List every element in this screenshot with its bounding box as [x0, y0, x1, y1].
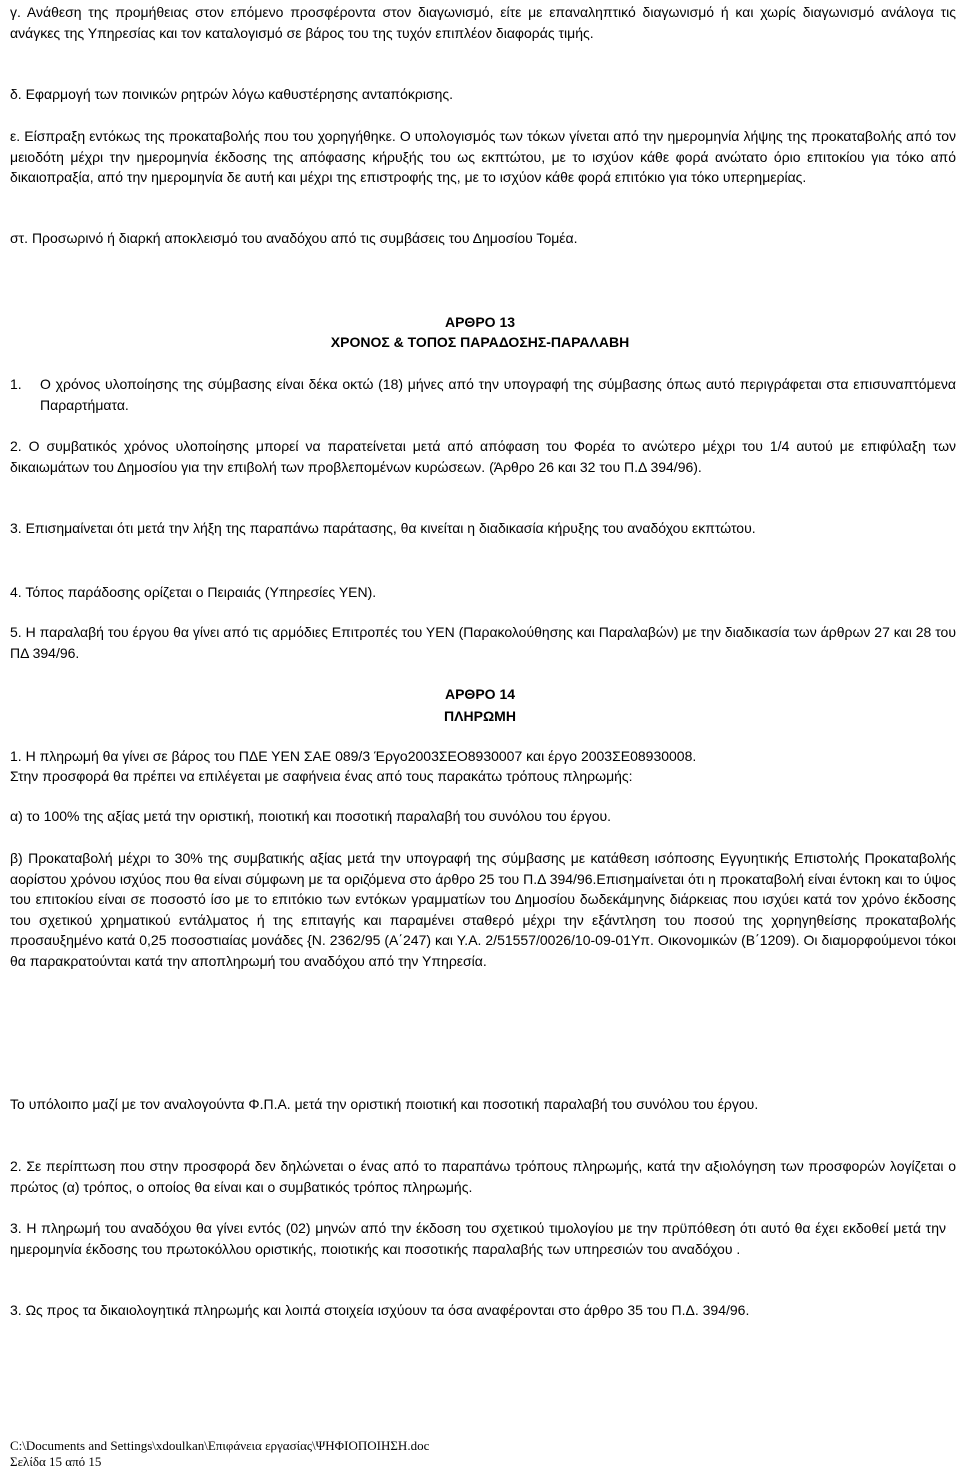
article-14-item-3a: 3. Η πληρωμή του αναδόχου θα γίνει εντός (02) μηνών από την έκδοση του σχετικού τιμολογίου με την πρϋπόθεση ότι αυτό θα έχει εκδοθεί μετά την ημερομηνία έκδοσης του πρωτοκόλλου οριστικής, ποιοτικής και ποσοτικής παραλαβής των υπηρεσιών του αναδόχου .	[10, 1220, 946, 1257]
article-14-item-2: 2. Σε περίπτωση που στην προσφορά δεν δηλώνεται ο ένας από το παραπάνω τρόπους πληρωμής, κατά την αξιολόγηση των προσφορών λογίζεται ο πρώτος (α) τρόπος, ο οποίος θα είναι και ο συμβατικός τρόπος πληρωμής.	[10, 1158, 956, 1195]
article-13-title: ΑΡΘΡΟ 13	[444, 314, 516, 330]
article-13-item-4: 4. Τόπος παράδοσης ορίζεται ο Πειραιάς (Υπηρεσίες ΥΕΝ).	[10, 584, 377, 600]
article-14-item-3b: 3. Ως προς τα δικαιολογητικά πληρωμής και λοιπά στοιχεία ισχύουν τα όσα αναφέρονται στο άρθρο 35 του Π.Δ. 394/96.	[10, 1302, 750, 1318]
article-13-subtitle: ΧΡΟΝΟΣ & ΤΟΠΟΣ ΠΑΡΑΔΟΣΗΣ-ΠΑΡΑΛΑΒΗ	[330, 334, 630, 350]
article-13-item-2: 2. Ο συμβατικός χρόνος υλοποίησης μπορεί να παρατείνεται μετά από απόφαση του Φορέα το ανώτερο μέχρι του 1/4 αυτού με επιφύλαξη των δικαιωμάτων του Δημοσίου για την επιβολή των προβλεπομένων κυρώσεων. (Άρθρο 26 και 32 του Π.Δ 394/96).	[10, 438, 956, 475]
payment-option-b: β) Προκαταβολή μέχρι το 30% της συμβατικής αξίας μετά την υπογραφή της σύμβασης με κατάθεση ισόποσης Εγγυητικής Επιστολής Προκαταβολής αορίστου χρόνου ισχύος που θα είναι σύμφωνη με τα οριζόμενα στο άρθρο 25 του Π.Δ 394/96.Επισημαίνεται ότι η προκαταβολή είναι έντοκη και το ύψος του επιτοκίου είναι σε ποσοστό ίσο με το επιτόκιο των εντόκων γραμματίων του Δημοσίου δωδεκάμηνης διάρκειας που ισχύει κατά τον χρόνο έκδοσης του σχετικού χρηματικού εντάλματος ή της επιταγής και παραμένει σταθερό μέχρι την εξάντληση του ποσού της χορηγηθείσης προκαταβολής προσαυξημένο κατά 0,25 ποσοστιαίας μονάδες {Ν. 2362/95 (Α΄247) και Υ.Α. 2/51557/0026/10-09-01Υπ. Οικονομικών (Β΄1209). Οι διαμορφούμενοι τόκοι θα παρακρατούνται κατά την αποπληρωμή του αναδόχου από την Υπηρεσία.	[10, 850, 956, 969]
article-14-item-1: 1. Η πληρωμή θα γίνει σε βάρος του ΠΔΕ ΥΕΝ ΣΑΕ 089/3 Έργο2003ΣΕΟ8930007 και έργο 2003ΣΕ08930008.	[10, 748, 697, 764]
article-13-item-3: 3. Επισημαίνεται ότι μετά την λήξη της παραπάνω παράτασης, θα κινείται η διαδικασία κήρυξης του αναδόχου εκπτώτου.	[10, 520, 756, 536]
article-13-item-5: 5. Η παραλαβή του έργου θα γίνει από τις αρμόδιες Επιτροπές του ΥΕΝ (Παρακολούθησης και Παραλαβών) με την διαδικασία των άρθρων 27 και 28 του ΠΔ 394/96.	[10, 624, 956, 661]
paragraph-epsilon: ε. Είσπραξη εντόκως της προκαταβολής που του χορηγήθηκε. Ο υπολογισμός των τόκων γίνεται από την ημερομηνία λήψης της προκαταβολής από τον μειοδότη μέχρι την ημερομηνία έκδοσης της απόφασης κήρυξής του ως εκπτώτου, με το ισχύον κάθε φορά ανώτατο όριο επιτοκίου για τόκο από δικαιοπραξία, από την ημερομηνία δε αυτή και μέχρι της επιστροφής της, με το ισχύον κάθε φορά επιτόκιο για τόκο υπερημερίας.	[10, 128, 956, 185]
article-14-subtitle: ΠΛΗΡΩΜΗ	[444, 708, 516, 724]
article-14-item-1-cont: Στην προσφορά θα πρέπει να επιλέγεται με σαφήνεια ένας από τους παρακάτω τρόπους πληρωμής:	[10, 768, 633, 784]
paragraph-st: στ. Προσωρινό ή διαρκή αποκλεισμό του αναδόχου από τις συμβάσεις του Δημοσίου Τομέα.	[10, 230, 578, 246]
paragraph-gamma: γ. Ανάθεση της προμήθειας στον επόμενο προσφέροντα στον διαγωνισμό, είτε με επαναληπτικό διαγωνισμό ή και χωρίς διαγωνισμό ανάλογα τις ανάγκες της Υπηρεσίας και τον καταλογισμό σε βάρος του της τυχόν επιπλέον διαφοράς τιμής.	[10, 4, 956, 41]
article-14-title: ΑΡΘΡΟ 14	[444, 686, 516, 702]
footer-page-number: Σελίδα 15 από 15	[10, 1454, 102, 1469]
article-13-item-1-number: 1.	[10, 376, 22, 392]
paragraph-delta: δ. Εφαρμογή των ποινικών ρητρών λόγω καθυστέρησης ανταπόκρισης.	[10, 86, 453, 102]
payment-remainder: Το υπόλοιπο μαζί με τον αναλογούντα Φ.Π.Α. μετά την οριστική ποιοτική και ποσοτική παραλαβή του συνόλου του έργου.	[10, 1096, 759, 1112]
footer-file-path: C:\Documents and Settings\xdoulkan\Επιφάνεια εργασίας\ΨΗΦΙΟΠΟΙΗΣΗ.doc	[10, 1438, 430, 1453]
payment-option-a: α) το 100% της αξίας μετά την οριστική, ποιοτική και ποσοτική παραλαβή του συνόλου του έργου.	[10, 808, 612, 824]
article-13-item-1: Ο χρόνος υλοποίησης της σύμβασης είναι δέκα οκτώ (18) μήνες από την υπογραφή της σύμβασης όπως αυτό περιγράφεται στα επισυναπτόμενα Παραρτήματα.	[40, 376, 956, 413]
